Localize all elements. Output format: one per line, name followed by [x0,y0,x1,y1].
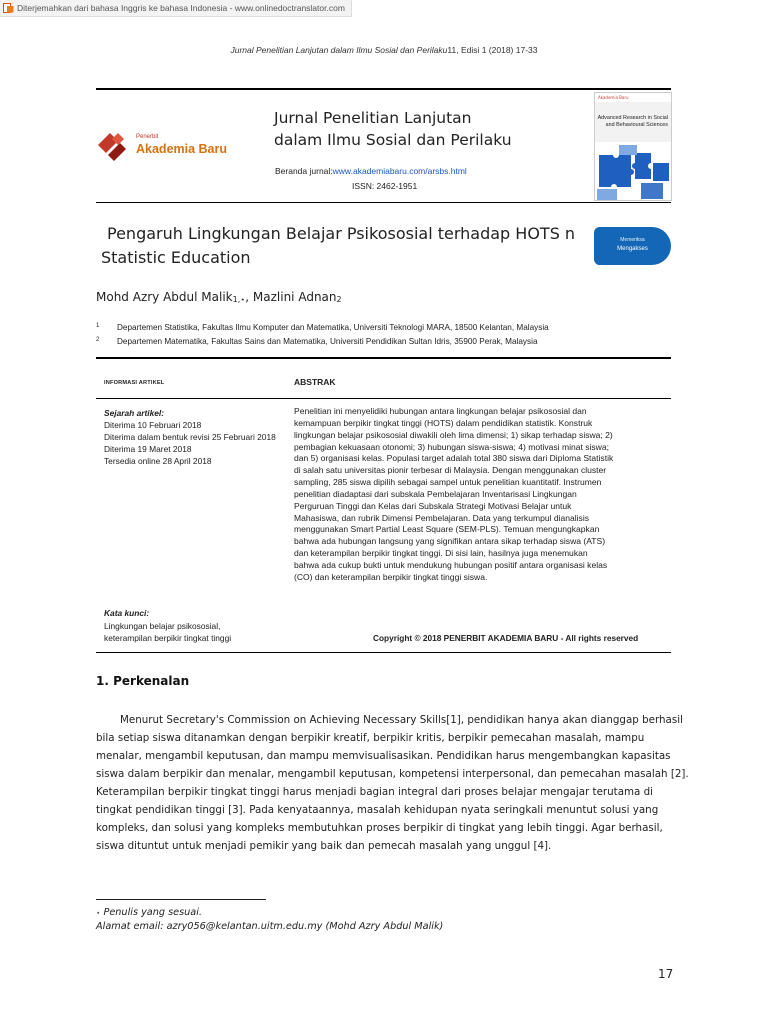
abstract-line: sampling, 285 siswa dipilih sebagai sampel untuk penelitian kuantitatif. Instrumen [294,477,602,488]
page-number: 17 [658,967,674,981]
body-line: siswa dalam berpikir dan menalar, mengambil keputusan, kompetensi interpersonal, dan pemecahan masalah [2]. [96,768,689,780]
document-translate-icon [3,3,14,13]
author-2-mark: 2 [336,295,342,304]
corresponding-email: Alamat email: azry056@kelantan.uitm.edu.my (Mohd Azry Abdul Malik) [96,921,444,932]
abstract-line: bahwa ada cukup bukti untuk mendukung hubungan positif antara organisasi kelas [294,559,608,570]
publisher-label: Penerbit [136,134,159,141]
body-line: bila setiap siswa ditanamkan dengan berpikir kreatif, berpikir kritis, berpikir pemecahan masalah, mampu [96,732,645,744]
abstract-line: pembagian kekuasaan otonomi; 3) hubungan siswa-siswa; 4) motivasi minat siswa; [294,441,609,452]
article-info-heading: INFORMASI ARTIKEL [104,380,165,386]
running-header-issue: 11, Edisi 1 (2018) 17-33 [447,45,538,55]
abstract-line: Perguruan Tinggi dan Kelas dari Subskala Strategi Motivasi Belajar untuk [294,500,572,511]
history-online: Tersedia online 28 April 2018 [104,456,212,466]
publisher-logo-icon [96,129,130,161]
author-separator: , [245,290,253,304]
keyword-line: keterampilan berpikir tingkat tinggi [104,633,232,643]
header-rule-top [96,88,671,90]
journal-homepage-link[interactable]: www.akademiabaru.com/arsbs.html [332,166,467,176]
body-line: menalar, mengambil keputusan, dan mampu memvisualisasikan. Pendidikan harus mengembangkan kapasitas [96,750,671,762]
footnote-mark: ⋆ [96,909,101,917]
footnote-rule [96,899,266,900]
journal-title-line1: Jurnal Penelitian Lanjutan [274,109,472,127]
journal-cover-image [594,92,672,201]
abstract-line: dan 5) organisasi kelas. Populasi target adalah total 380 siswa dari Diploma Statistik [294,453,614,464]
abstract-line: kemampuan berpikir tingkat tinggi (HOTS) dalam pendidikan statistik. Konstruk [294,417,593,428]
journal-issn: ISSN: 2462-1951 [352,181,418,191]
abstract-line: lingkungan belajar psikososial diwakili oleh lima dimensi; 1) sikap terhadap siswa; 2) [294,429,613,440]
abstract-line: dan keterampilan berpikir tingkat tinggi. Di sisi lain, hasilnya juga menemukan [294,548,588,559]
journal-title-line2: dalam Ilmu Sosial dan Perilaku [274,131,512,149]
history-received: Diterima 10 Februari 2018 [104,420,202,430]
copyright-notice: Copyright © 2018 PENERBIT AKADEMIA BARU - All rights reserved [373,633,639,643]
affiliation-number: 1 [96,323,100,329]
cover-publisher: Akademia Baru [598,95,629,100]
abstract-heading: ABSTRAK [294,377,336,387]
body-line: Keterampilan berpikir tingkat tinggi harus menjadi bagian integral dari proses belajar mengajar terutama di [96,786,654,798]
body-line: Menurut Secretary's Commission on Achieving Necessary Skills[1], pendidikan hanya akan dianggap berhasil [120,714,683,726]
abstract-line: Mahasiswa, dan rubrik Dimensi Pembelajaran. Data yang terkumpul dianalisis [294,512,590,523]
body-line: siswa dituntut untuk menjadi pemikir yang baik dan pemecah masalah yang unggul [4]. [96,840,552,852]
keywords [104,607,231,645]
translator-banner[interactable] [0,0,352,17]
info-rule-bottom [96,652,671,653]
affiliation-2 [96,337,538,346]
info-rule-mid [96,398,671,399]
corresponding-author: Penulis yang sesuai. [103,907,203,918]
history-revised: Diterima dalam bentuk revisi 25 Februari 2018 [104,432,276,442]
abstract-line: (CO) dan keterampilan berpikir tingkat tinggi siswa. [294,571,488,582]
running-header-journal: Jurnal Penelitian Lanjutan dalam Ilmu Sosial dan Perilaku [230,45,448,55]
publisher-logo [96,129,227,161]
cover-art [595,93,672,201]
body-line: kompleks, dan solusi yang kompleks membutuhkan proses berpikir di tingkat yang lebih tinggi. Agar berhasil, [96,822,663,834]
info-rule-top [96,357,671,359]
article-title-line1: Pengaruh Lingkungan Belajar Psikososial terhadap HOTS n [107,224,576,243]
check-badge-line1: Memeriksa [620,237,645,243]
article-title-line2: Statistic Education [101,248,251,267]
history-accepted: Diterima 19 Maret 2018 [104,444,192,454]
article-history [104,407,276,467]
check-for-updates-badge[interactable] [594,227,671,265]
author-1-mark: 1,⋆ [232,295,246,304]
body-paragraph [96,711,689,855]
keywords-label: Kata kunci: [104,608,150,618]
header-rule-bottom [96,202,671,203]
journal-homepage [275,166,467,176]
translator-banner-text[interactable]: Diterjemahkan dari bahasa Inggris ke bahasa Indonesia - www.onlinedoctranslator.com [17,3,345,13]
publisher-name: Akademia Baru [136,142,228,157]
affiliation-text: Departemen Matematika, Fakultas Sains dan Matematika, Universiti Pendidikan Sultan Idris, 35900 Perak, Malaysia [117,337,538,346]
cover-title: Advanced Research in Social and Behavioural Sciences [597,115,668,128]
abstract-line: menggunakan Smart Partial Least Square (SEM-PLS). Temuan mengungkapkan [294,524,600,535]
affiliation-1 [96,323,549,332]
body-line: tingkat pendidikan tinggi [3]. Pada kenyataannya, masalah kehidupan nyata seringkali menuntut solusi yang [96,804,659,816]
keyword-line: Lingkungan belajar psikososial, [104,620,221,631]
authors [96,290,342,304]
history-label: Sejarah artikel: [104,408,165,418]
author-1: Mohd Azry Abdul Malik [96,290,233,304]
journal-homepage-label: Beranda jurnal: [275,166,333,176]
article-title [101,222,575,270]
journal-title [274,107,512,151]
abstract-body [294,406,669,584]
abstract-line: penelitian diadaptasi dari subskala Pembelajaran Inventarisasi Lingkungan [294,488,577,499]
abstract-line: Penelitian ini menyelidiki hubungan antara lingkungan belajar psikososial dan [294,406,587,416]
footnote [96,906,443,934]
abstract-line: di salah satu universitas pionir terbesar di Malaysia. Dengan menggunakan cluster [294,465,607,476]
affiliation-number: 2 [96,337,100,343]
author-2: Mazlini Adnan [252,290,337,304]
abstract-line: bahwa ada hubungan langsung yang signifikan antara sikap terhadap siswa (ATS) [294,536,606,547]
section-heading: 1. Perkenalan [96,674,190,688]
affiliation-text: Departemen Statistika, Fakultas Ilmu Komputer dan Matematika, Universiti Teknologi MARA, 18500 Kelantan, Malaysia [117,323,549,332]
running-header [0,45,768,55]
check-badge-line2: Mengakses [617,246,648,252]
